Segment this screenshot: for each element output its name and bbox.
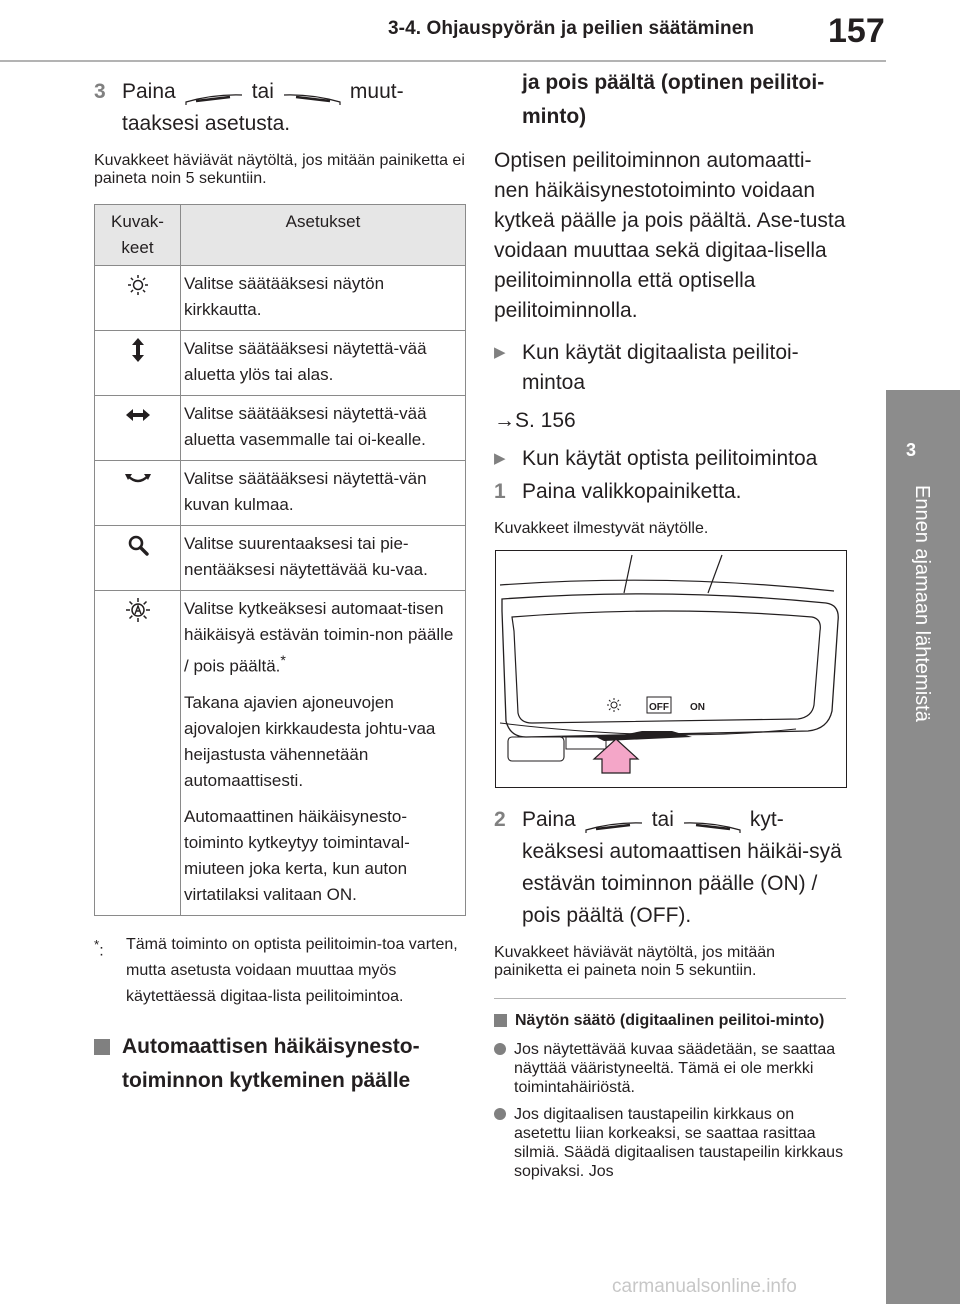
bullet-dot-icon <box>494 1043 506 1055</box>
magnifier-icon <box>127 534 149 556</box>
table-header-row <box>95 205 466 266</box>
footnote: *: Tämä toiminto on optista peilitoimin-toa varten, mutta asetusta voidaan muuttaa myös käytettäessä digitaa-lista peilitoimintoa. <box>94 932 466 1010</box>
step-word: Paina <box>122 80 176 103</box>
section-heading-text: Automaattisen häikäisynesto-toiminnon kytkeminen päälle <box>122 1034 420 1092</box>
pink-arrow-icon <box>594 739 638 773</box>
info-text: Jos näytettävää kuvaa säädetään, se saattaa näyttää vääristyneeltä. Tämä ei ole merkki toimintahäiriöstä. <box>514 1041 836 1096</box>
step-word: tai <box>251 80 274 103</box>
bullet-dot-icon <box>494 1108 506 1120</box>
setting-description: Valitse suurentaaksesi tai pie-nentääksesi näytettävää ku-vaa. <box>184 534 428 579</box>
vertical-arrows-icon <box>131 337 145 363</box>
sub-heading <box>494 1011 846 1030</box>
on-label: ON <box>690 702 705 713</box>
step-1 <box>494 476 846 508</box>
step-2 <box>494 804 846 932</box>
header-divider <box>0 60 886 62</box>
auto-antiglare-icon <box>125 597 151 623</box>
step-note: Kuvakkeet häviävät näytöltä, jos mitään painiketta ei paineta noin 5 sekuntiin. <box>94 152 465 187</box>
off-label: OFF <box>649 702 669 713</box>
section-heading-continued: ja pois päältä (optinen peilitoi-minto) <box>522 71 825 128</box>
step-3 <box>94 76 466 140</box>
column-header: Kuvak-keet <box>95 205 181 266</box>
table-row <box>95 331 466 396</box>
sub-heading-text: Näytön säätö (digitaalinen peilitoi-minto) <box>515 1012 825 1029</box>
bullet-text: Kun käytät digitaalista peilitoi-mintoa <box>522 341 799 394</box>
footnote-mark: * <box>280 653 286 669</box>
table-row <box>95 591 466 916</box>
chapter-title: Ennen ajamaan lähtemistä <box>911 485 933 722</box>
chapter-number: 3 <box>905 440 916 460</box>
bullet-text: Kun käytät optista peilitoimintoa <box>522 447 818 470</box>
info-text: Jos digitaalisen taustapeilin kirkkaus on asetettu liian korkeaksi, se saattaa rasittaa silmiä. Säädä digitaalisen taustapeilin kirkkaus sopivaksi. Jos <box>514 1106 844 1180</box>
step-note: Kuvakkeet häviävät näytöltä, jos mitään painiketta ei paineta noin 5 sekuntiin. <box>494 944 776 979</box>
section-title: 3-4. Ohjauspyörän ja peilien säätäminen <box>388 18 755 39</box>
table-row <box>95 266 466 331</box>
page-reference: →S. 156 <box>494 409 576 432</box>
setting-description: Valitse säätääksesi näytön kirkkautta. <box>184 274 385 319</box>
step-number: 3 <box>94 80 106 103</box>
setting-description: Valitse säätääksesi näytettä-vää aluetta vasemmalle tai oi-kealle. <box>184 404 427 449</box>
info-item <box>494 1105 846 1181</box>
heading-square-icon <box>94 1039 110 1055</box>
setting-description: Valitse säätääksesi näytettä-vää aluetta ylös tai alas. <box>184 339 427 384</box>
left-button-icon <box>184 85 244 99</box>
horizontal-arrows-icon <box>125 408 151 422</box>
info-item <box>494 1040 846 1097</box>
column-header: Asetukset <box>181 205 466 266</box>
triangle-bullet-icon: ▶ <box>494 450 506 467</box>
heading-square-icon <box>494 1014 507 1027</box>
footnote-marker: * <box>94 936 100 952</box>
step-number: 2 <box>494 808 506 831</box>
right-column <box>494 66 846 1181</box>
chapter-tab <box>886 390 960 1304</box>
intro-paragraph: Optisen peilitoiminnon automaatti-nen häikäisynestotoiminto voidaan kytkeä päälle ja pois päältä. Ase-tusta voidaan muuttaa sekä digitaa-lisella peilitoiminnolla että optisella peilitoiminnolla. <box>494 149 846 322</box>
step-text: kyt-keäksesi automaattisen häikäi-syä estävän toiminnon päälle (ON) / pois päältä (OFF). <box>522 808 842 927</box>
footnote-text: Tämä toiminto on optista peilitoimin-toa varten, mutta asetusta voidaan muuttaa myös käytettäessä digitaa-lista peilitoimintoa. <box>126 935 458 1005</box>
step-text: muut-taaksesi asetusta. <box>122 80 404 135</box>
section-divider <box>494 998 846 999</box>
step-word: tai <box>651 808 674 831</box>
left-column <box>94 76 466 1098</box>
table-row <box>95 526 466 591</box>
section-heading <box>94 1030 466 1098</box>
setting-description: Automaattinen häikäisynesto-toiminto kytkeytyy toimintaval-miuteen joka kerta, kun auton virtatilaksi valitaan ON. <box>184 806 410 904</box>
right-button-icon <box>282 85 342 99</box>
page-number: 157 <box>828 12 885 50</box>
bullet-optical <box>494 444 846 474</box>
setting-description: Valitse kytkeäksesi automaat-tisen häikäisyä estävän toimin-non päälle / pois päältä. <box>184 599 454 676</box>
step-word: Paina <box>522 808 576 831</box>
table-row <box>95 461 466 526</box>
table-row <box>95 396 466 461</box>
triangle-bullet-icon: ▶ <box>494 344 506 361</box>
watermark: carmanualsonline.info <box>612 1276 797 1297</box>
step-note: Kuvakkeet ilmestyvät näytölle. <box>494 520 709 537</box>
setting-description: Takana ajavien ajoneuvojen ajovalojen kirkkaudesta johtu-vaa heijastusta vähennetään automaattisesti. <box>184 692 436 790</box>
bullet-digital <box>494 338 846 398</box>
step-text: Paina valikkopainiketta. <box>522 480 742 503</box>
angle-icon <box>125 473 151 487</box>
mirror-illustration <box>495 550 847 788</box>
setting-description: Valitse säätääksesi näytettä-vän kuvan kulmaa. <box>184 469 427 514</box>
right-button-icon <box>682 813 742 827</box>
left-button-icon <box>584 813 644 827</box>
step-number: 1 <box>494 480 506 503</box>
brightness-icon <box>127 274 149 296</box>
settings-table <box>94 204 466 916</box>
